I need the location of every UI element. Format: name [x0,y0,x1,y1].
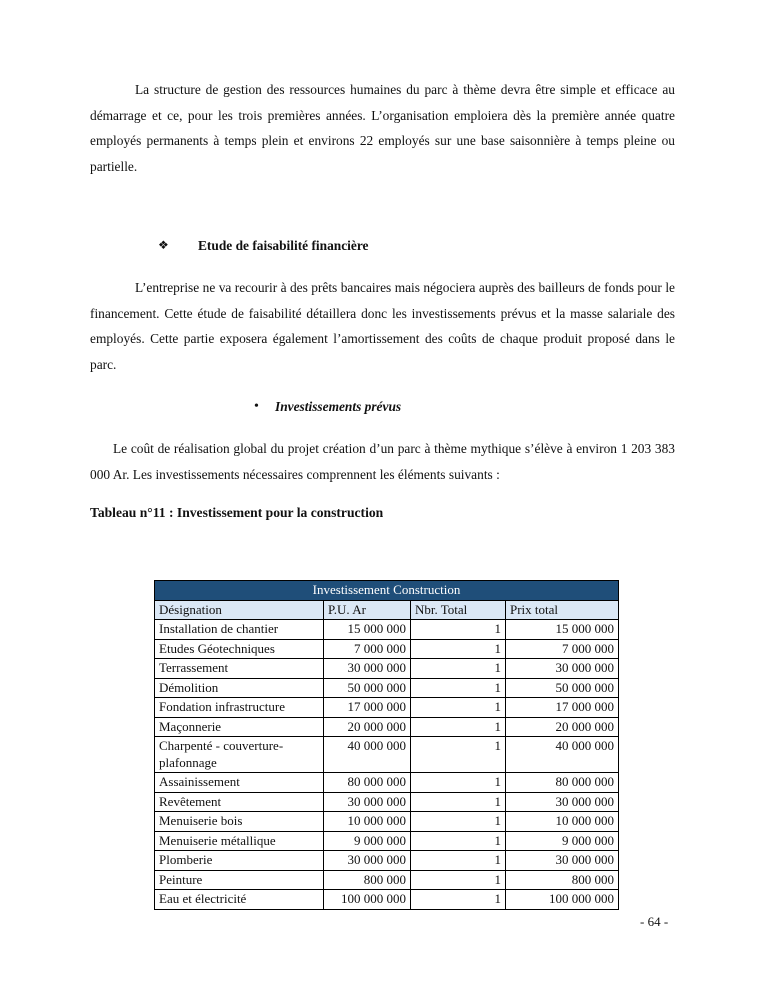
table-row [155,831,619,851]
cell-designation: Menuiserie métallique [155,831,324,851]
table-header-row [155,600,619,620]
page-number: - 64 - [640,914,669,929]
cell-unit-price: 40 000 000 [324,737,411,773]
paragraph-hr-structure: La structure de gestion des ressources humaines du parc à thème devra être simple et efficace au démarrage et ce, pour les trois premières années. L’organisation emploiera dès la première année quatre employés permanents à temps plein et environs 22 employés sur une base saisonnière à temps pleine ou partielle. [90,82,675,174]
table-row [155,870,619,890]
cell-quantity: 1 [411,659,506,679]
cell-unit-price: 100 000 000 [324,890,411,910]
cell-unit-price: 50 000 000 [324,678,411,698]
cell-unit-price: 800 000 [324,870,411,890]
cell-unit-price: 9 000 000 [324,831,411,851]
table-row [155,792,619,812]
table-row [155,812,619,832]
cell-total-price: 50 000 000 [506,678,619,698]
paragraph-financing: L’entreprise ne va recourir à des prêts bancaires mais négociera auprès des bailleurs de fonds pour le financement. Cette étude de faisabilité détaillera donc les investissements prévus et la masse salariale des employés. Cette partie exposera également l’amortissement des coûts de chaque produit proposé dans le parc. [90,280,675,372]
table-caption: Tableau n°11 : Investissement pour la construction [90,505,384,520]
cell-total-price: 30 000 000 [506,851,619,871]
cell-designation: Installation de chantier [155,620,324,640]
table-row [155,773,619,793]
cell-quantity: 1 [411,812,506,832]
cell-total-price: 800 000 [506,870,619,890]
cell-unit-price: 30 000 000 [324,792,411,812]
cell-quantity: 1 [411,890,506,910]
cell-quantity: 1 [411,792,506,812]
column-header: P.U. Ar [324,600,411,620]
cell-total-price: 7 000 000 [506,639,619,659]
section-heading: Etude de faisabilité financière [198,238,369,253]
cell-quantity: 1 [411,737,506,773]
cell-quantity: 1 [411,773,506,793]
table-row [155,678,619,698]
cell-unit-price: 7 000 000 [324,639,411,659]
cell-total-price: 30 000 000 [506,659,619,679]
cell-designation: Démolition [155,678,324,698]
bullet-icon: • [254,399,259,414]
paragraph-total-cost: Le coût de réalisation global du projet création d’un parc à thème mythique s’élève à environ 1 203 383 000 Ar. Les investissements nécessaires comprennent les éléments suivants : [90,441,675,482]
cell-total-price: 10 000 000 [506,812,619,832]
diamond-bullet-icon: ❖ [158,238,169,252]
cell-total-price: 15 000 000 [506,620,619,640]
cell-total-price: 20 000 000 [506,717,619,737]
cell-unit-price: 10 000 000 [324,812,411,832]
cell-total-price: 80 000 000 [506,773,619,793]
table-row [155,620,619,640]
cell-designation: Assainissement [155,773,324,793]
table-title: Investissement Construction [155,581,619,601]
cell-total-price: 9 000 000 [506,831,619,851]
column-header: Nbr. Total [411,600,506,620]
cell-designation: Etudes Géotechniques [155,639,324,659]
cell-quantity: 1 [411,831,506,851]
table-title-row [155,581,619,601]
cell-unit-price: 15 000 000 [324,620,411,640]
cell-designation: Charpenté - couverture-plafonnage [155,737,324,773]
column-header: Désignation [155,600,324,620]
cell-designation: Revêtement [155,792,324,812]
cell-unit-price: 30 000 000 [324,851,411,871]
cell-total-price: 40 000 000 [506,737,619,773]
cell-quantity: 1 [411,639,506,659]
cell-quantity: 1 [411,870,506,890]
cell-unit-price: 80 000 000 [324,773,411,793]
cell-designation: Menuiserie bois [155,812,324,832]
subsection-heading: Investissements prévus [275,399,402,414]
cell-quantity: 1 [411,620,506,640]
cell-unit-price: 17 000 000 [324,698,411,718]
table-row [155,851,619,871]
cell-quantity: 1 [411,851,506,871]
cell-designation: Terrassement [155,659,324,679]
cell-unit-price: 20 000 000 [324,717,411,737]
cell-total-price: 30 000 000 [506,792,619,812]
cell-quantity: 1 [411,678,506,698]
table-row [155,717,619,737]
table-row [155,659,619,679]
cell-designation: Peinture [155,870,324,890]
cell-designation: Eau et électricité [155,890,324,910]
cell-total-price: 17 000 000 [506,698,619,718]
table-row [155,737,619,773]
cell-quantity: 1 [411,698,506,718]
cell-quantity: 1 [411,717,506,737]
table-row [155,639,619,659]
investment-table [154,580,619,910]
cell-designation: Plomberie [155,851,324,871]
table-row [155,698,619,718]
cell-unit-price: 30 000 000 [324,659,411,679]
cell-total-price: 100 000 000 [506,890,619,910]
column-header: Prix total [506,600,619,620]
cell-designation: Maçonnerie [155,717,324,737]
table-row [155,890,619,910]
cell-designation: Fondation infrastructure [155,698,324,718]
